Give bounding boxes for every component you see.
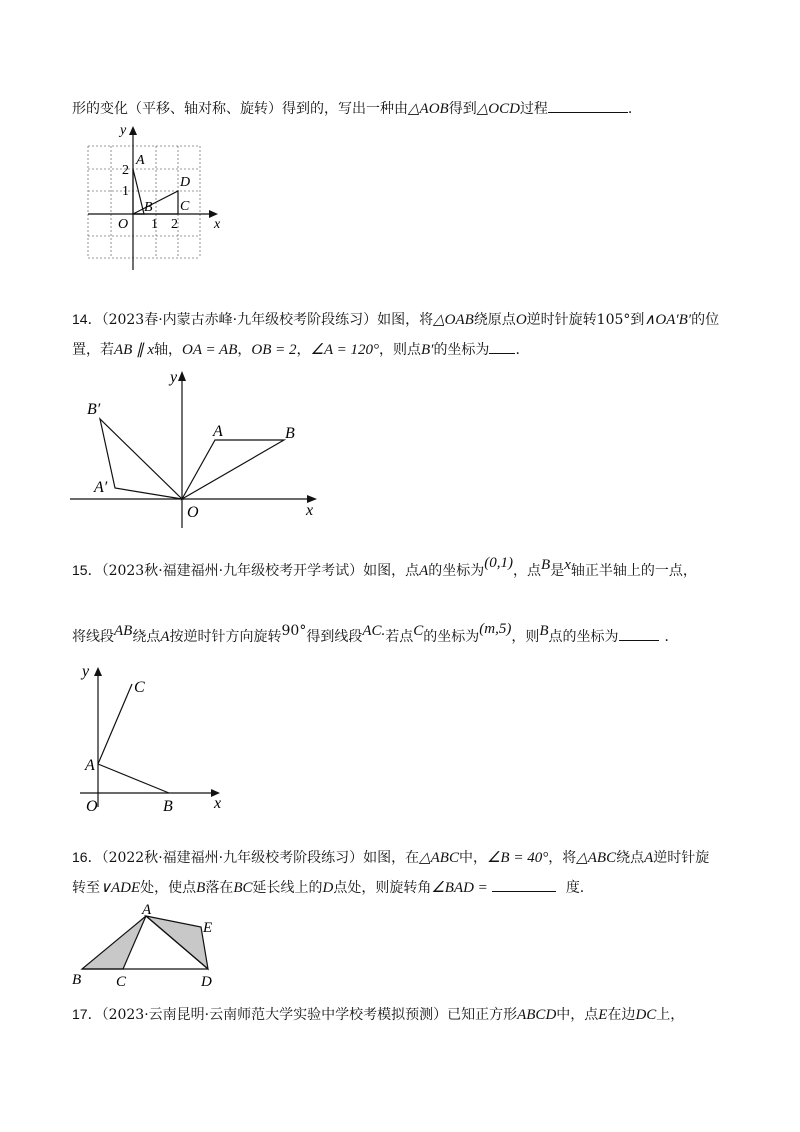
point-B: B	[285, 425, 295, 442]
point-B: B	[72, 972, 82, 988]
point-B-prime: B′	[87, 401, 101, 418]
q16-rotation-figure	[68, 902, 228, 992]
answer-blank[interactable]	[548, 98, 628, 113]
tick-y-2: 2	[122, 163, 129, 178]
q13-grid-figure	[80, 120, 230, 280]
point-C: C	[134, 679, 145, 696]
point-E: E	[203, 920, 213, 936]
point-A: A	[85, 757, 95, 774]
point-C: C	[116, 974, 127, 990]
q15-line1: 15．（2023秋·福建福州·九年级校考开学考试）如图，点A的坐标为(0,1)，点B是x轴正半轴上的一点，	[72, 555, 697, 579]
q15-rotation-figure	[80, 662, 240, 815]
axis-x-label: x	[214, 795, 222, 812]
point-A: A	[136, 153, 145, 168]
q17-line1: 17．（2023·云南昆明·云南师范大学实验中学校考模拟预测）已知正方形ABCD中，点E在边DC上，	[72, 1006, 685, 1023]
point-A: A	[213, 423, 223, 440]
point-C: C	[180, 199, 190, 214]
point-O: O	[187, 504, 199, 521]
q13-text-line: 形的变化（平移、轴对称、旋转）得到的，写出一种由△AOB得到△OCD过程 .	[72, 98, 632, 119]
answer-blank[interactable]	[492, 877, 556, 892]
q14-line1: 14．（2023春·内蒙古赤峰·九年级校考阶段练习）如图，将△OAB绕原点O逆时针旋转105°到∧OA′B′的位	[72, 311, 720, 328]
q16-line1: 16．（2022秋·福建福州·九年级校考阶段练习）如图，在△ABC中，∠B = 40°，将△ABC绕点A逆时针旋	[72, 849, 710, 866]
q16-line2: 转至∨ADE处，使点B落在BC延长线上的D点处，则旋转角∠BAD = 度.	[72, 877, 584, 898]
answer-blank[interactable]	[619, 626, 659, 641]
point-D: D	[180, 175, 191, 190]
point-B: B	[163, 798, 173, 815]
point-A-prime: A′	[94, 479, 108, 496]
point-D: D	[201, 974, 212, 990]
axis-y-label: y	[82, 663, 90, 680]
q15-line2: 将线段AB绕点A按逆时针方向旋转90°得到线段AC.若点C的坐标为(m,5)，则B点的坐标为 ．	[72, 621, 679, 645]
point-O: O	[86, 798, 98, 815]
q14-line2: 置，若AB ∥ x轴，OA = AB，OB = 2，∠A = 120°，则点B′的坐标为 .	[72, 339, 520, 360]
axis-y-label: y	[170, 369, 178, 386]
answer-blank[interactable]	[489, 339, 515, 354]
axis-y-label: y	[120, 123, 127, 138]
point-O: O	[118, 217, 129, 232]
tick-y-1: 1	[122, 184, 129, 199]
axis-x-label: x	[306, 502, 314, 519]
point-B: B	[144, 200, 153, 215]
point-A: A	[142, 902, 152, 918]
q14-rotation-figure	[70, 368, 330, 528]
axis-x-label: x	[214, 217, 221, 232]
tick-x-2: 2	[171, 217, 178, 232]
tick-x-1: 1	[151, 217, 158, 232]
